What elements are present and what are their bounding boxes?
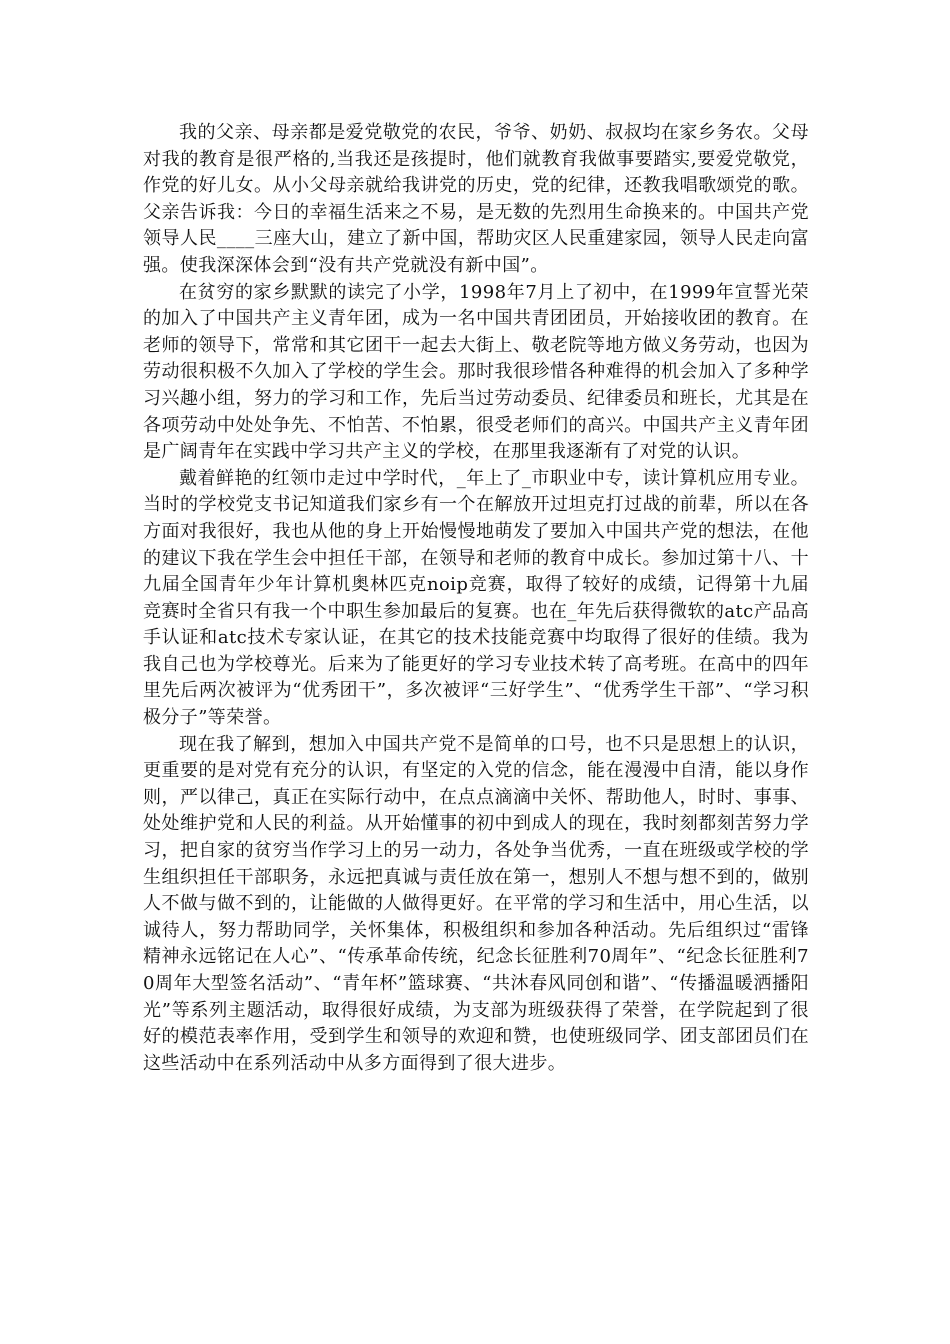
paragraph-primary-school: 在贫穷的家乡默默的读完了小学，1998年7月上了初中，在1999年宣誓光荣的加入了中国共产主义青年团，成为一名中国共青团团员，开始接收团的教育。在老师的领导下，常常和其它团干一起去大街上、敬老院等地方做义务劳动，也因为劳动很积极不久加入了学校的学生会。那时我很珍惜各种难得的机会加入了多种学习兴趣小组，努力的学习和工作，先后当过劳动委员、纪律委员和班长，尤其是在各项劳动中处处争先、不怕苦、不怕累，很受老师们的高兴。中国共产主义青年团是广阔青年在实践中学习共产主义的学校，在那里我逐渐有了对党的认识。 [143,281,809,463]
document-page [143,120,809,1077]
paragraph-present-understanding: 现在我了解到，想加入中国共产党不是简单的口号，也不只是思想上的认识，更重要的是对党有充分的认识，有坚定的入党的信念，能在漫漫中自清，能以身作则，严以律己，真正在实际行动中，在点点滴滴中关怀、帮助他人，时时、事事、处处维护党和人民的利益。从开始懂事的初中到成人的现在，我时刻都刻苦努力学习，把自家的贫穷当作学习上的另一动力，各处争当优秀，一直在班级或学校的学生组织担任干部职务，永远把真诚与责任放在第一，想别人不想与想不到的，做别人不做与做不到的，让能做的人做得更好。在平常的学习和生活中，用心生活，以诚待人，努力帮助同学，关怀集体，积极组织和参加各种活动。先后组织过“雷锋精神永远铭记在人心”、“传承革命传统，纪念长征胜利70周年”、“纪念长征胜利70周年大型签名活动”、“青年杯”篮球赛、“共沐春风同创和谐”、“传播温暖洒播阳光”等系列主题活动，取得很好成绩，为支部为班级获得了荣誉，在学院起到了很好的模范表率作用，受到学生和领导的欢迎和赞，也使班级同学、团支部团员们在这些活动中在系列活动中从多方面得到了很大进步。 [143,733,809,1074]
paragraph-vocational-school: 戴着鲜艳的红领巾走过中学时代，_年上了_市职业中专，读计算机应用专业。当时的学校党支书记知道我们家乡有一个在解放开过坦克打过战的前辈，所以在各方面对我很好，我也从他的身上开始慢慢地萌发了要加入中国共产党的想法，在他的建议下我在学生会中担任干部，在领导和老师的教育中成长。参加过第十八、十九届全国青年少年计算机奥林匹克noip竞赛，取得了较好的成绩，记得第十九届竞赛时全省只有我一个中职生参加最后的复赛。也在_年先后获得微软的atc产品高手认证和atc技术专家认证，在其它的技术技能竞赛中均取得了很好的佳绩。我为我自己也为学校尊光。后来为了能更好的学习专业技术转了高考班。在高中的四年里先后两次被评为“优秀团干”，多次被评“三好学生”、“优秀学生干部”、“学习积极分子”等荣誉。 [143,467,809,729]
paragraph-family-background: 我的父亲、母亲都是爱党敬党的农民，爷爷、奶奶、叔叔均在家乡务农。父母对我的教育是很严格的,当我还是孩提时，他们就教育我做事要踏实,要爱党敬党，作党的好儿女。从小父母亲就给我讲党的历史，党的纪律，还教我唱歌颂党的歌。父亲告诉我：今日的幸福生活来之不易，是无数的先烈用生命换来的。中国共产党领导人民____三座大山，建立了新中国，帮助灾区人民重建家园，领导人民走向富强。使我深深体会到“没有共产党就没有新中国”。 [143,122,809,276]
